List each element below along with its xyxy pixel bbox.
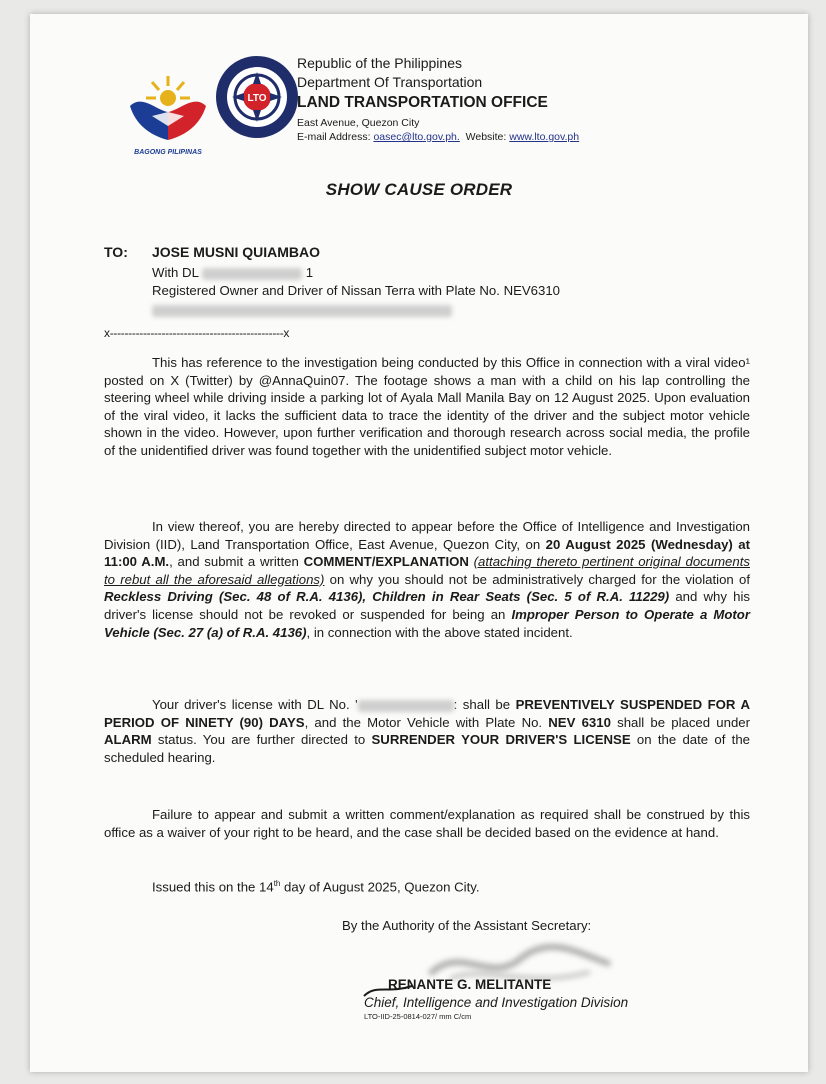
paragraph-reference: This has reference to the investigation being conducted by this Office in connection with a viral video¹ posted on X (Twitter) by @AnnaQuin07. The footage shows a man with a child on his lap controlling the steering wheel while driving inside a parking lot of Ayala Mall Manila Bay on 12 August 2025. Upon evaluation of the viral video, it lacks the sufficient data to trace the identity of the driver and the subject motor vehicle shown in the video. However, upon further verification and thorough research across social media, the profile of the unidentified driver was found together with the unidentified subject motor vehicle. <box>104 355 750 458</box>
document-page <box>30 14 808 1072</box>
pen-stroke-icon <box>362 980 414 1000</box>
email-label: E-mail Address: <box>297 131 371 143</box>
violation-improper-person: Improper Person to Operate a Motor Vehicle (Sec. 27 (a) of R.A. 4136) <box>104 606 750 640</box>
lto-seal-logo <box>214 54 300 140</box>
to-label: TO: <box>104 244 128 260</box>
letterhead-address: East Avenue, Quezon City <box>297 117 420 129</box>
website-label: Website: <box>465 131 507 143</box>
violation-reckless: Reckless Driving (Sec. 48 of R.A. 4136), Children in Rear Seats (Sec. 5 of R.A. 11229) <box>104 589 670 605</box>
recipient-description: Registered Owner and Driver of Nissan Terra with Plate No. NEV6310 <box>152 282 561 298</box>
recipient-block <box>104 244 724 342</box>
issued-date: Issued this on the 14th day of August 2025, Quezon City. <box>152 879 480 895</box>
attach-note: (attaching thereto pertinent original documents to rebut all the aforesaid allegations) <box>104 554 750 587</box>
bagong-pilipinas-logo <box>122 66 214 156</box>
website-link[interactable]: www.lto.gov.ph <box>509 131 580 143</box>
surrender-license: SURRENDER YOUR DRIVER'S LICENSE <box>371 732 631 748</box>
paragraph-suspension: Your driver's license with DL No. ' : shall be PREVENTIVELY SUSPENDED FOR A PERIOD OF NINETY (90) DAYS, and the Motor Vehicle with Plate No. NEV 6310 shall be placed under ALARM status. You are further directed to SURRENDER YOUR DRIVER'S LICENSE on the date of the scheduled hearing. <box>104 697 751 765</box>
lto-seal-icon <box>214 54 300 140</box>
paragraph-failure: Failure to appear and submit a written comment/explanation as required shall be construed by this office as a waiver of your right to be heard, and the case shall be decided based on the evidence at hand. <box>104 807 750 840</box>
signatory-position: Chief, Intelligence and Investigation Division <box>364 995 629 1010</box>
recipient-dl: With DL 1 <box>152 265 314 280</box>
signatory-block <box>364 976 784 1022</box>
authority-line: By the Authority of the Assistant Secretary: <box>342 918 592 933</box>
plate-number: NEV 6310 <box>548 714 611 730</box>
hearing-date: 20 August 2025 (Wednesday) at 11:00 A.M. <box>104 536 750 570</box>
recipient-name: JOSE MUSNI QUIAMBAO <box>152 244 321 260</box>
sun-flag-icon <box>122 66 214 144</box>
email-link[interactable]: oasec@lto.gov.ph. <box>373 131 460 143</box>
document-title: SHOW CAUSE ORDER <box>325 180 513 199</box>
suspension-notice: PREVENTIVELY SUSPENDED FOR A PERIOD OF NINETY (90) DAYS <box>104 697 750 730</box>
lto-seal-center-text: LTO <box>247 93 267 104</box>
separator-line: x-----------------------------------------------x <box>104 325 290 340</box>
redacted-dl-number <box>202 268 302 280</box>
signatory-name: RENANTE G. MELITANTE <box>388 977 552 992</box>
comment-explanation: COMMENT/EXPLANATION <box>303 554 469 570</box>
letterhead-contact <box>297 130 717 144</box>
letterhead-office: LAND TRANSPORTATION OFFICE <box>297 94 548 111</box>
letterhead-country: Republic of the Philippines <box>297 55 462 71</box>
letterhead <box>297 54 717 144</box>
letterhead-department: Department Of Transportation <box>297 74 483 90</box>
redacted-address <box>152 301 724 319</box>
reference-number: LTO-IID-25-0814-027/ mm C/cm <box>364 1012 472 1021</box>
redacted-dl-number-2 <box>358 700 454 712</box>
paragraph-directive: In view thereof, you are hereby directed to appear before the Office of Intelligence and Investigation Division (IID), Land Transportation Office, East Avenue, Quezon City, on 20 August 2025 (Wednesday) at 11:00 A.M., and submit a written COMMENT/EXPLANATION (attaching thereto pertinent original documents to rebut all the aforesaid allegations) on why you should not be administratively charged for the violation of Reckless Driving (Sec. 48 of R.A. 4136), Children in Rear Seats (Sec. 5 of R.A. 11229) and why his driver's license should not be revoked or suspended for being an Improper Person to Operate a Motor Vehicle (Sec. 27 (a) of R.A. 4136), in connection with the above stated incident. <box>104 519 750 640</box>
alarm-status: ALARM <box>104 732 152 748</box>
seal-caption: BAGONG PILIPINAS <box>134 149 202 156</box>
